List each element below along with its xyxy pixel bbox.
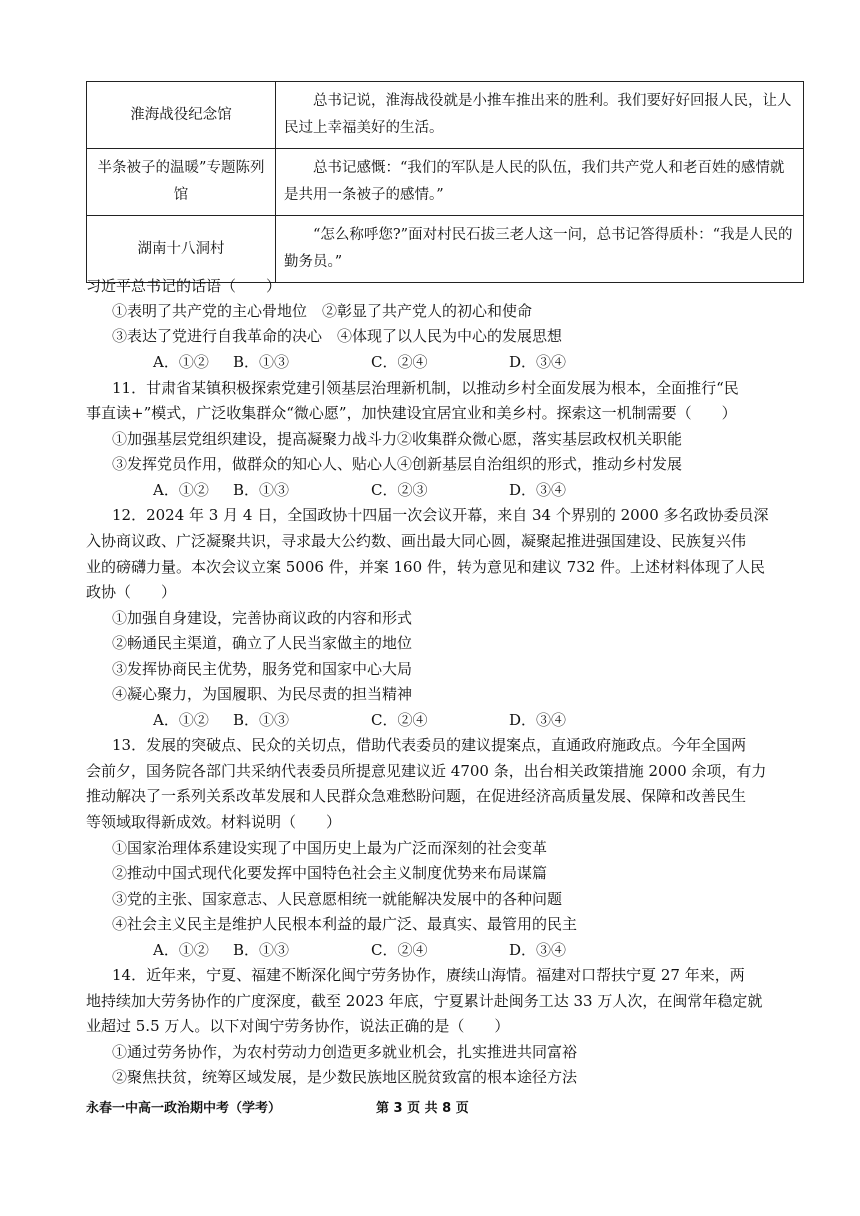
table-cell-site: 淮海战役纪念馆 (87, 82, 276, 149)
q13-options (153, 938, 793, 962)
q13-item: ③党的主张、国家意志、人民意愿相统一就能解决发展中的各种问题 (112, 890, 563, 908)
q11-options (153, 478, 793, 502)
option-b: B．①③ (233, 941, 290, 959)
q13-stem-line: 13．发展的突破点、民众的关切点，借助代表委员的建议提案点，直通政府施政点。今年全国两 (112, 736, 747, 754)
option-c: C．②③ (371, 481, 428, 499)
q13-stem-line: 会前夕，国务院各部门共采纳代表委员所提意见建议近 4700 条，出台相关政策措施 2000 余项，有力 (86, 762, 767, 780)
q13-item: ②推动中国式现代化要发挥中国特色社会主义制度优势来布局谋篇 (112, 864, 548, 882)
option-d: D．③④ (509, 711, 567, 729)
q14-stem-line: 业超过 5.5 万人。以下对闽宁劳务协作，说法正确的是（ ） (86, 1017, 510, 1035)
option-a: A．①② (153, 711, 209, 729)
q12-item: ①加强自身建设，完善协商议政的内容和形式 (112, 609, 413, 627)
table-row (87, 82, 804, 149)
table-cell-site: 湖南十八洞村 (87, 216, 276, 283)
q13-item: ④社会主义民主是维护人民根本利益的最广泛、最真实、最管用的民主 (112, 915, 578, 933)
option-b: B．①③ (233, 481, 290, 499)
q12-options (153, 708, 793, 732)
option-c: C．②④ (371, 711, 428, 729)
option-c: C．②④ (371, 353, 428, 371)
q12-item: ④凝心聚力，为国履职、为民尽责的担当精神 (112, 685, 413, 703)
table-row (87, 149, 804, 216)
option-c: C．②④ (371, 941, 428, 959)
option-b: B．①③ (233, 353, 290, 371)
q12-item: ③发挥协商民主优势，服务党和国家中心大局 (112, 660, 413, 678)
q14-item: ②聚焦扶贫，统筹区域发展，是少数民族地区脱贫致富的根本途径方法 (112, 1068, 578, 1086)
footer-page-number: 第 3 页 共 8 页 (376, 1101, 469, 1116)
q12-stem-line: 12．2024 年 3 月 4 日，全国政协十四届一次会议开幕，来自 34 个界别的 2000 多名政协委员深 (112, 506, 769, 524)
table-cell-quote: 总书记说，淮海战役就是小推车推出来的胜利。我们要好好回报人民，让人民过上幸福美好的生活。 (276, 82, 804, 149)
q14-item: ①通过劳务协作，为农村劳动力创造更多就业机会，扎实推进共同富裕 (112, 1043, 578, 1061)
q14-stem-line: 14．近年来，宁夏、福建不断深化闽宁劳务协作，赓续山海情。福建对口帮扶宁夏 27 年来，两 (112, 966, 745, 984)
option-d: D．③④ (509, 353, 567, 371)
q10-item: ③表达了党进行自我革命的决心 ④体现了以人民为中心的发展思想 (112, 327, 563, 345)
table-cell-site: 半条被子的温暖”专题陈列馆 (87, 149, 276, 216)
option-b: B．①③ (233, 711, 290, 729)
q11-stem-line: 11．甘肃省某镇积极探索党建引领基层治理新机制，以推动乡村全面发展为根本，全面推行“民 (112, 379, 739, 397)
q11-item: ③发挥党员作用，做群众的知心人、贴心人④创新基层自治组织的形式，推动乡村发展 (112, 455, 683, 473)
table-cell-quote: 总书记感慨：“我们的军队是人民的队伍，我们共产党人和老百姓的感情就是共用一条被子的感情。” (276, 149, 804, 216)
q13-item: ①国家治理体系建设实现了中国历史上最为广泛而深刻的社会变革 (112, 839, 548, 857)
footer-exam-title: 永春一中高一政治期中考（学考） (86, 1101, 282, 1116)
q12-item: ②畅通民主渠道，确立了人民当家做主的地位 (112, 634, 413, 652)
q12-stem-line: 政协（ ） (86, 583, 177, 601)
q13-stem-line: 等领域取得新成效。材料说明（ ） (86, 813, 342, 831)
option-a: A．①② (153, 481, 209, 499)
q12-stem-line: 业的磅礴力量。本次会议立案 5006 件，并案 160 件，转为意见和建议 732 件。上述材料体现了人民 (86, 558, 766, 576)
table-row (87, 216, 804, 283)
q10-item: ①表明了共产党的主心骨地位 ②彰显了共产党人的初心和使命 (112, 302, 533, 320)
q10-options (153, 350, 793, 374)
table-cell-quote: “怎么称呼您?”面对村民石拔三老人这一问，总书记答得质朴：“我是人民的勤务员。” (276, 216, 804, 283)
q14-stem-line: 地持续加大劳务协作的广度深度，截至 2023 年底，宁夏累计赴闽务工达 33 万人次，在闽常年稳定就 (86, 992, 763, 1010)
q10-stem: 习近平总书记的话语（ ） (86, 277, 282, 295)
quote-table (86, 81, 804, 283)
option-d: D．③④ (509, 941, 567, 959)
option-d: D．③④ (509, 481, 567, 499)
option-a: A．①② (153, 941, 209, 959)
q11-item: ①加强基层党组织建设，提高凝聚力战斗力②收集群众微心愿，落实基层政权机关职能 (112, 430, 683, 448)
q13-stem-line: 推动解决了一系列关系改革发展和人民群众急难愁盼问题，在促进经济高质量发展、保障和改善民生 (86, 787, 747, 805)
q11-stem-line: 事直读+”模式，广泛收集群众“微心愿”，加快建设宜居宜业和美乡村。探索这一机制需要（ ） (86, 404, 737, 422)
option-a: A．①② (153, 353, 209, 371)
q12-stem-line: 入协商议政、广泛凝聚共识，寻求最大公约数、画出最大同心圆，凝聚起推进强国建设、民族复兴伟 (86, 532, 747, 550)
